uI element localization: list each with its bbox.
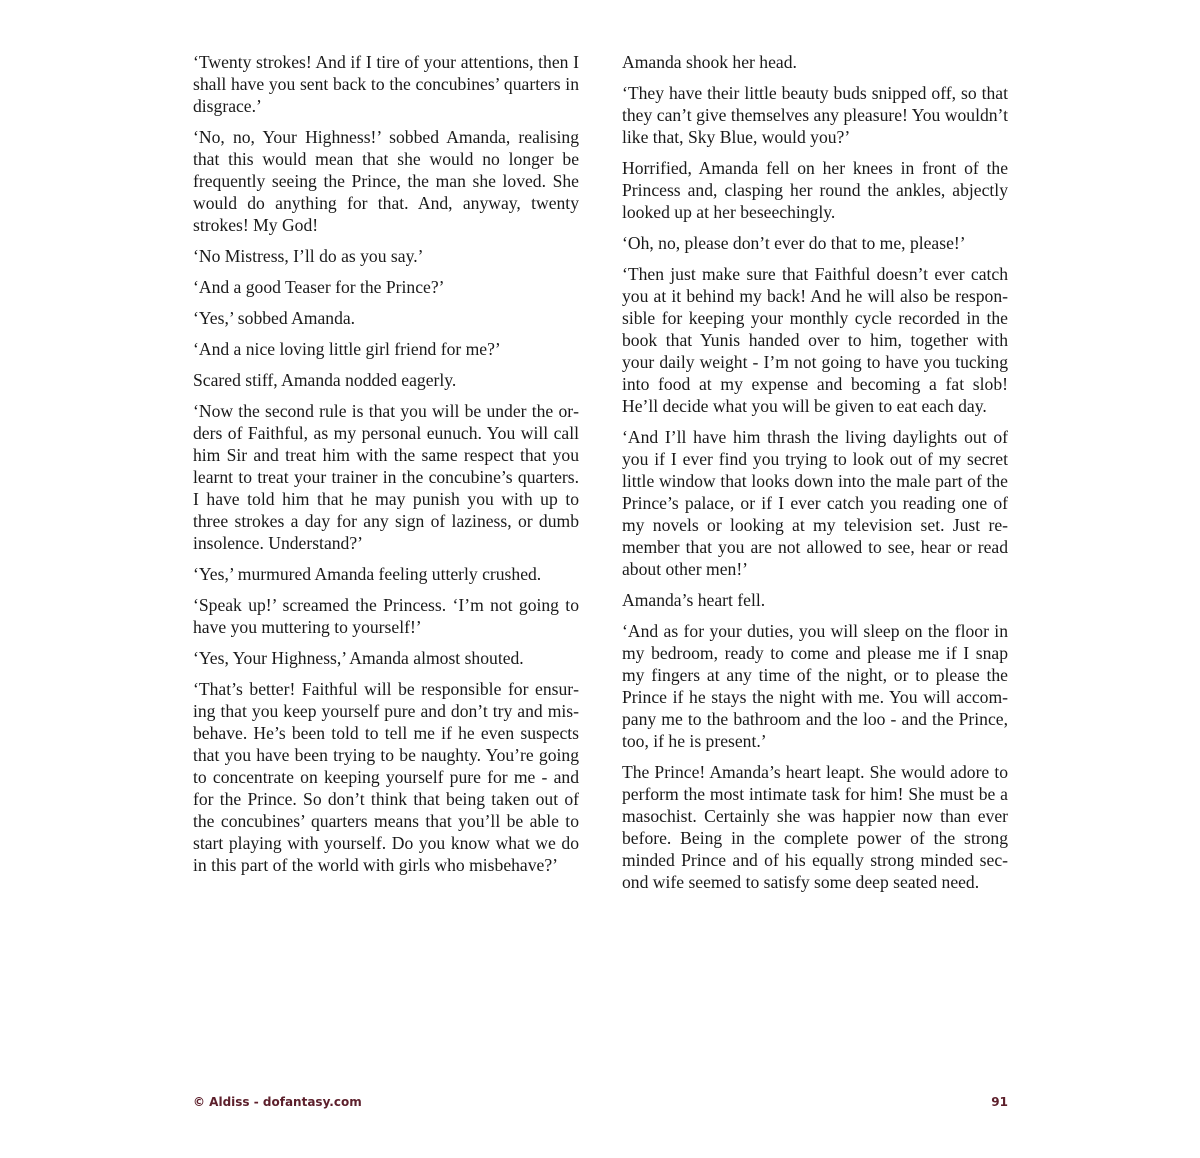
right-column — [622, 51, 1008, 902]
paragraph: ‘And as for your duties, you will sleep on the floor in my bedroom, ready to come and please me if I snap my fingers at any time of the night, or to please the Prince if he stays the night with me. You will accompany me to the bathroom and the loo - and the Prince, too, if he is present.’ — [622, 621, 1008, 751]
paragraph: ‘No Mistress, I’ll do as you say.’ — [193, 246, 424, 266]
paragraph: ‘They have their little beauty buds snipped off, so that they can’t give themselves any pleasure! You wouldn’t like that, Sky Blue, would you?’ — [622, 83, 1008, 147]
paragraph: ‘Twenty strokes! And if I tire of your attentions, then I shall have you sent back to the concubines’ quarters in disgrace.’ — [193, 52, 579, 116]
paragraph: ‘And a good Teaser for the Prince?’ — [193, 277, 445, 297]
paragraph: ‘Now the second rule is that you will be under the orders of Faithful, as my personal eunuch. You will call him Sir and treat him with the same respect that you learnt to treat your trainer in the concubine’s quarters. I have told him that he may punish you with up to three strokes a day for any sign of laziness, or dumb insolence. Understand?’ — [193, 401, 579, 553]
footer-copyright: © Aldiss - dofantasy.com — [193, 1095, 362, 1109]
paragraph: The Prince! Amanda’s heart leapt. She would adore to perform the most intimate task for him! She must be a masochist. Certainly she was happier now than ever before. Being in the complete power of the strong minded Prince and of his equally strong minded second wife seemed to satisfy some deep seated need. — [622, 762, 1008, 892]
paragraph: Horrified, Amanda fell on her knees in front of the Princess and, clasping her round the ankles, abjectly looked up at her beseechingly. — [622, 158, 1008, 222]
paragraph: ‘Yes, Your Highness,’ Amanda almost shouted. — [193, 648, 524, 668]
paragraph: ‘That’s better! Faithful will be responsible for ensuring that you keep yourself pure and don’t try and misbehave. He’s been told to tell me if he even suspects that you have been trying to be naughty. You’re going to concentrate on keeping yourself pure for me - and for the Prince. So don’t think that being taken out of the concubines’ quarters means that you’ll be able to start playing with yourself. Do you know what we do in this part of the world with girls who misbehave?’ — [193, 679, 579, 875]
left-column — [193, 51, 579, 885]
paragraph: ‘Oh, no, please don’t ever do that to me, please!’ — [622, 233, 966, 253]
paragraph: ‘Yes,’ sobbed Amanda. — [193, 308, 356, 328]
paragraph: ‘And I’ll have him thrash the living daylights out of you if I ever find you trying to look out of my secret little window that looks down into the male part of the Prince’s palace, or if I ever catch you reading one of my novels or looking at my television set. Just remember that you are not allowed to see, hear or read about other men!’ — [622, 427, 1008, 579]
paragraph: ‘Speak up!’ screamed the Princess. ‘I’m not going to have you muttering to yourself!’ — [193, 595, 579, 637]
paragraph: ‘And a nice loving little girl friend for me?’ — [193, 339, 501, 359]
page-number: 91 — [991, 1095, 1008, 1109]
paragraph: ‘Then just make sure that Faithful doesn’t ever catch you at it behind my back! And he will also be responsible for keeping your monthly cycle recorded in the book that Yunis handed over to him, together with your daily weight - I’m not going to have you tucking into food at my expense and becoming a fat slob! He’ll decide what you will be given to eat each day. — [622, 264, 1008, 416]
paragraph: Amanda’s heart fell. — [622, 590, 766, 610]
paragraph: ‘Yes,’ murmured Amanda feeling utterly crushed. — [193, 564, 542, 584]
paragraph: Scared stiff, Amanda nodded eagerly. — [193, 370, 457, 390]
paragraph: ‘No, no, Your Highness!’ sobbed Amanda, realising that this would mean that she would no longer be frequently seeing the Prince, the man she loved. She would do anything for that. And, anyway, twenty strokes! My God! — [193, 127, 579, 235]
paragraph: Amanda shook her head. — [622, 52, 797, 72]
